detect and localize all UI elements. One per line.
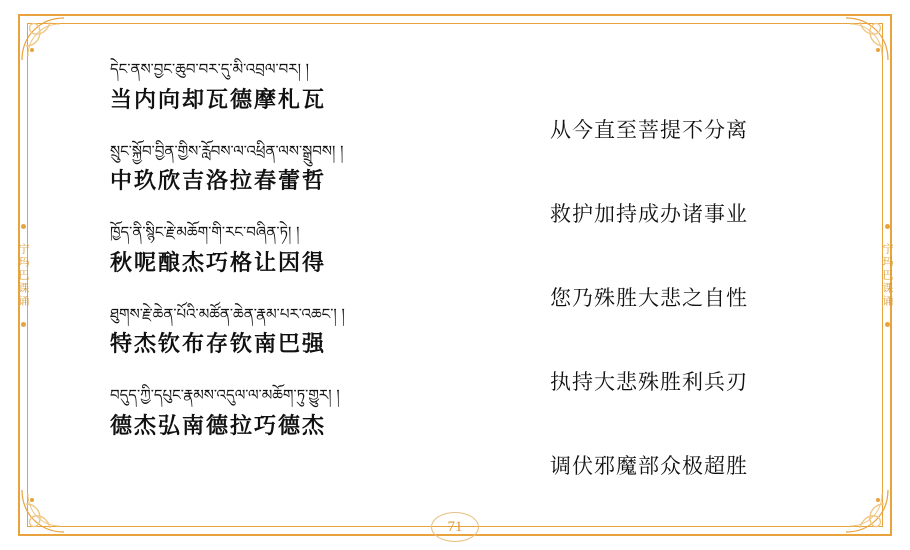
transliteration-line: 当内向却瓦德摩札瓦 [110,87,327,113]
column-chinese-meaning [550,88,850,508]
verse-block [110,303,480,359]
column-tibetan-transliteration [110,58,480,466]
verse-block [110,58,480,114]
book-title-label: 宁玛巴课诵 [17,242,29,308]
verse-block [110,221,480,277]
corner-ornament-icon [844,488,890,534]
transliteration-line: 特杰钦布存钦南巴强 [110,332,327,357]
verse-block [110,140,480,196]
meaning-line: 从今直至菩提不分离 [550,117,748,142]
meaning-line: 您乃殊胜大悲之自性 [550,285,748,310]
page-number-text: 71 [447,518,463,535]
tibetan-line: བདུད་ཀྱི་དཔུང་རྣམས་འདུལ་ལ་མཆོག་ཏུ་གྱུར། ། [110,386,340,404]
meaning-line: 救护加持成办诸事业 [550,201,748,226]
verse-block [110,384,480,440]
page-content [60,40,850,500]
tibetan-line: ཐུགས་རྗེ་ཆེན་པོའི་མཚོན་ཆེན་རྣམ་པར་འཆང་། ། [110,304,345,323]
transliteration-line: 德杰弘南德拉巧德杰 [110,413,327,439]
transliteration-line: 秋呢酿杰巧格让因得 [110,250,327,276]
tibetan-line: སྲུང་སྐྱོབ་བྱིན་གྱིས་རློབས་ལ་འཕྲིན་ལས་སྒྲུབས། ། [110,141,344,160]
corner-ornament-icon [844,16,890,62]
ornament-dot [21,224,26,229]
page-number [431,512,479,542]
ornament-dot [885,322,890,327]
book-title-label: 宁玛巴课诵 [881,242,893,308]
meaning-line: 调伏邪魔部众极超胜 [550,453,748,478]
meaning-line: 执持大悲殊胜利兵刃 [550,369,748,394]
ornament-dot [885,224,890,229]
tibetan-line: ཁྱོད་ནི་སྙིང་རྗེ་མཆོག་གི་རང་བཞིན་ཏེ། ། [110,223,300,241]
side-ornament-left [6,175,40,375]
tibetan-line: དེང་ནས་བྱང་ཆུབ་བར་དུ་མི་འབྲལ་བར། ། [110,60,310,78]
transliteration-line: 中玖欣吉洛拉春蕾哲 [110,169,327,194]
ornament-dot [21,322,26,327]
side-ornament-right [870,175,904,375]
